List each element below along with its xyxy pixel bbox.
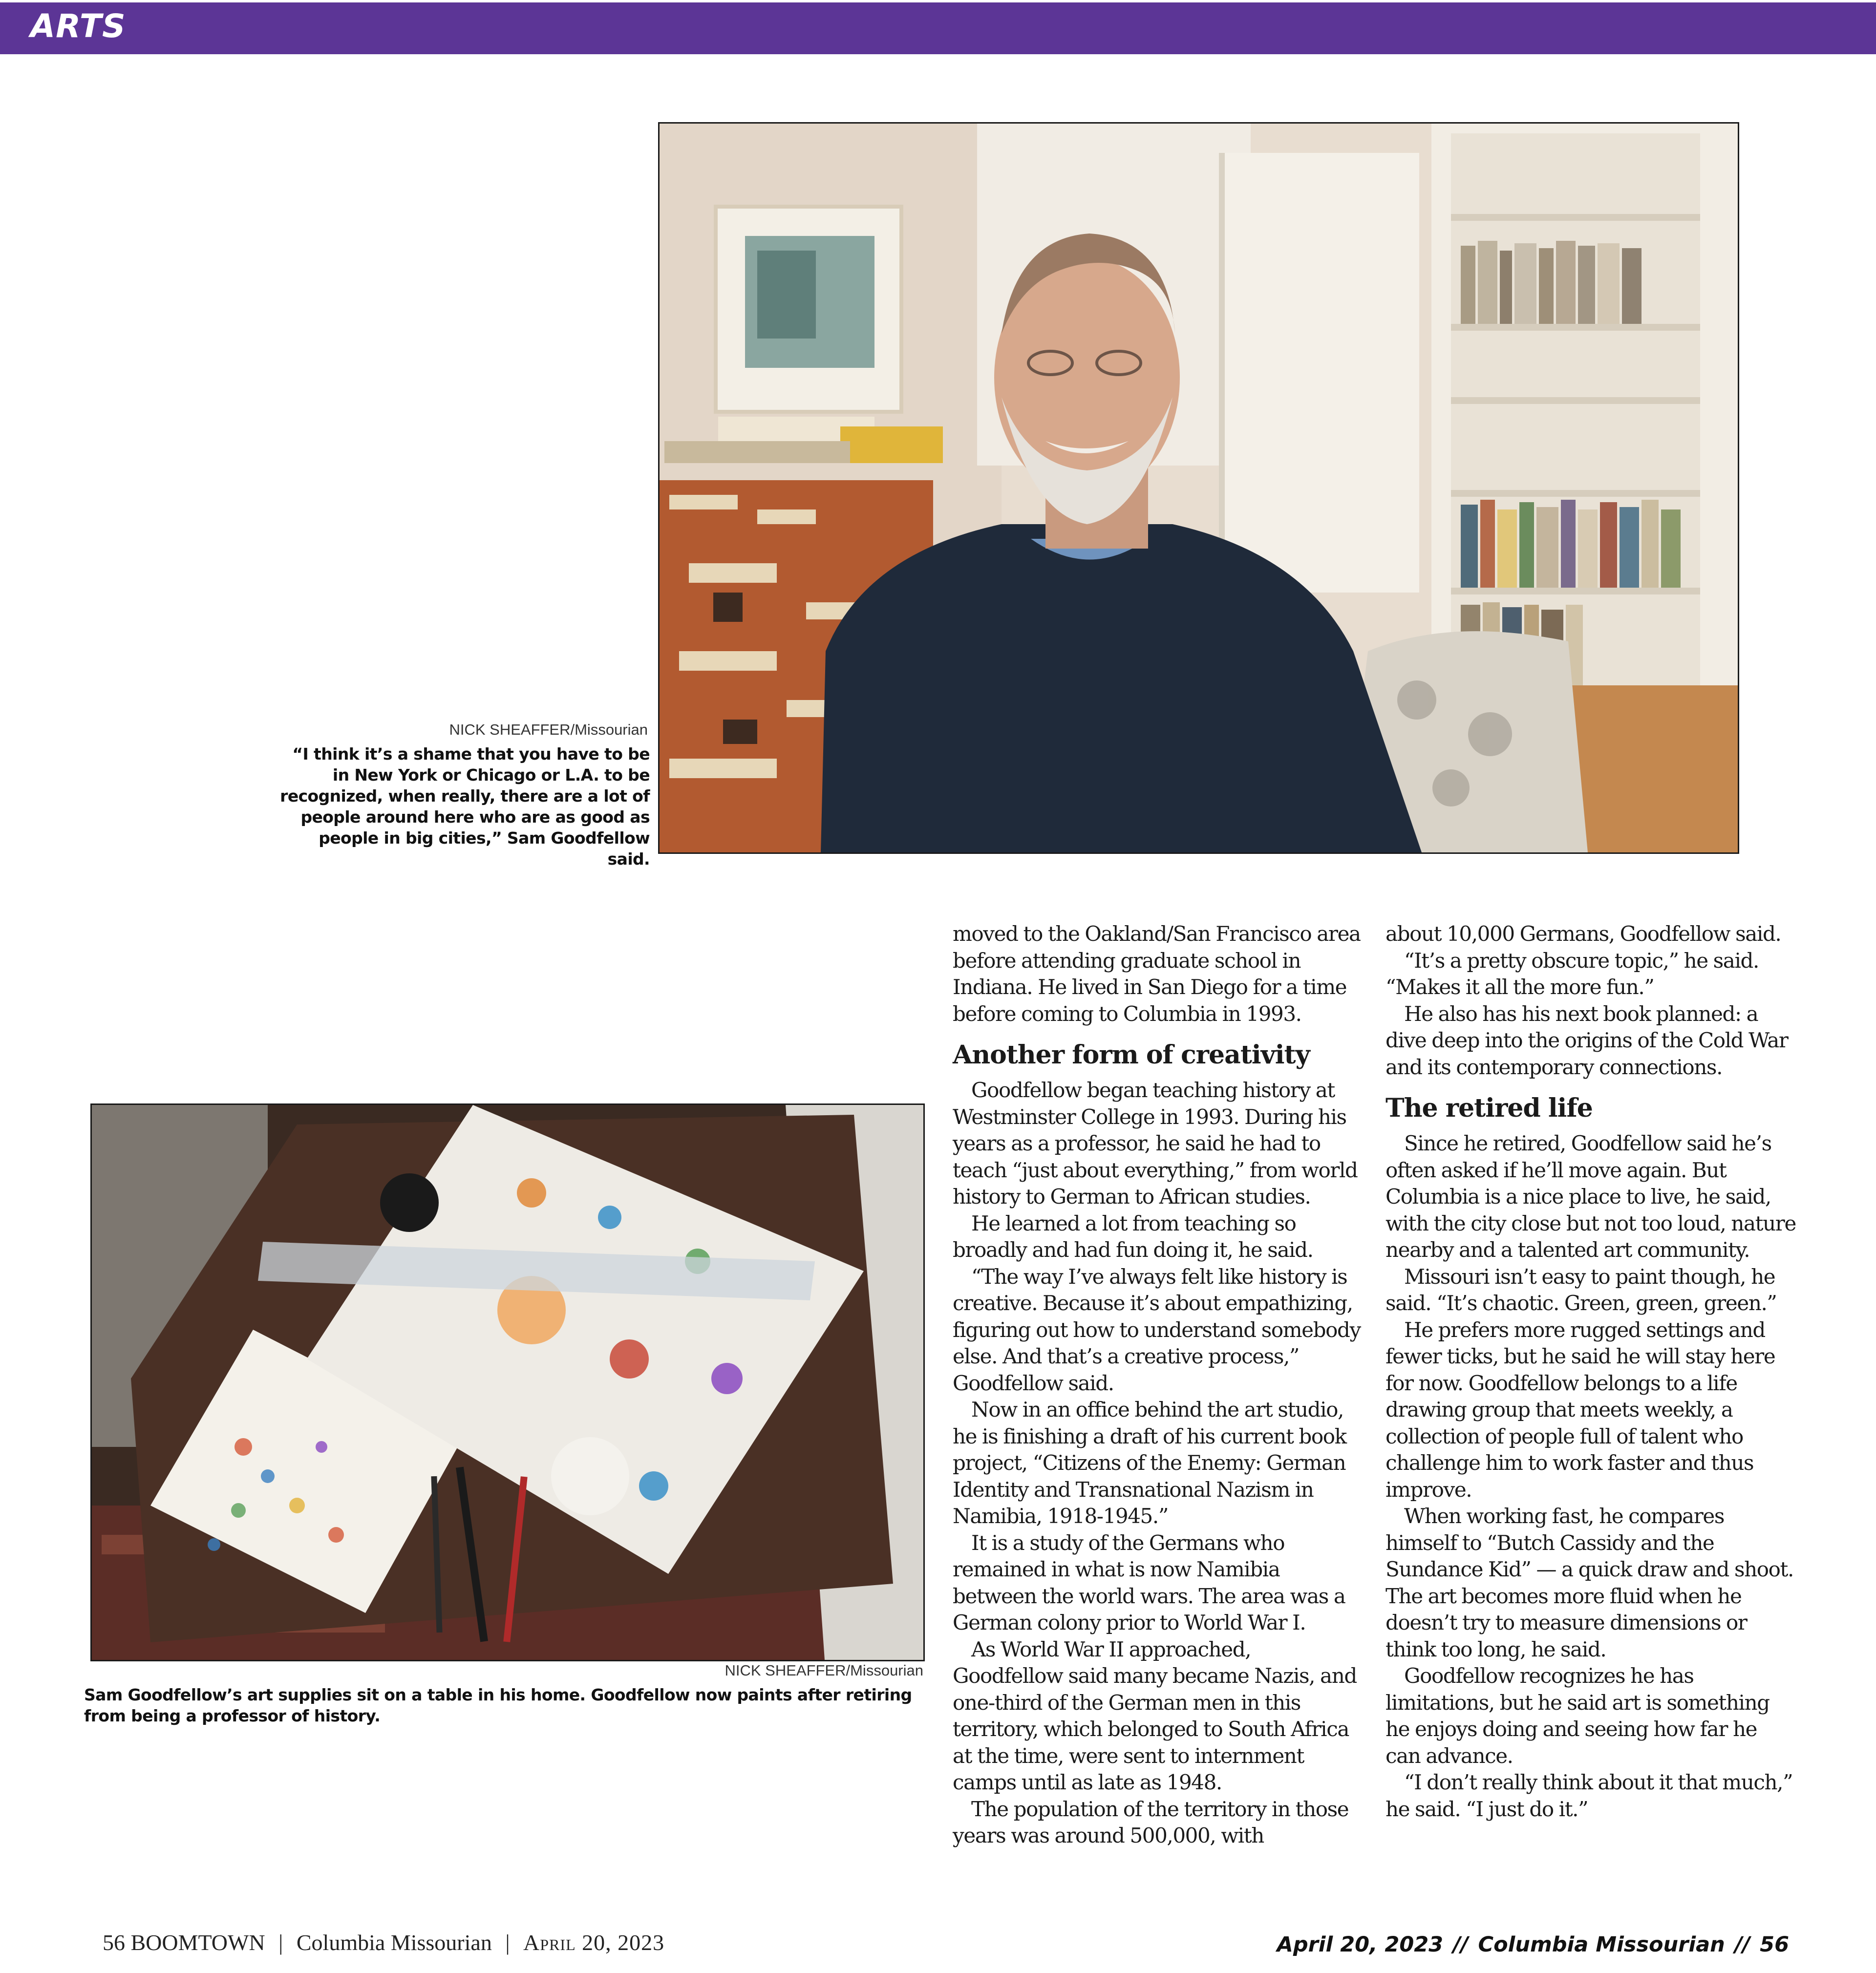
photo-credit-bottom: NICK SHEAFFER/Missourian (725, 1662, 923, 1679)
paragraph: Now in an office behind the art studio, he is finishing a draft of his current book project, “Citizens of the Enemy: German Identity and Transnational Nazism in Namibia, 1918-1945.” (953, 1398, 1346, 1528)
footer-separator: | (278, 1930, 283, 1955)
footer-separator: // (1734, 1932, 1750, 1957)
issue-date: April 20, 2023 (1277, 1932, 1444, 1957)
paragraph: As World War II approached, Goodfellow said many became Nazis, and one-third of the German men in this territory, which belonged to South Africa at the time, were sent to internment camps until as late as 1948. (953, 1637, 1357, 1794)
subhead-retired: The retired life (1386, 1093, 1593, 1123)
paragraph: “It’s a pretty obscure topic,” he said. “Makes it all the more fun.” (1386, 948, 1759, 999)
footer-right (1277, 1932, 1789, 1957)
paragraph: moved to the Oakland/San Francisco area before attending graduate school in Indiana. He lived in San Diego for a time before coming to Columbia in 1993. (953, 922, 1361, 1026)
photo-caption-bottom: Sam Goodfellow’s art supplies sit on a table in his home. Goodfellow now paints after retiring from being a professor of history. (84, 1685, 912, 1725)
page-number: 56 (1760, 1932, 1789, 1957)
section-header-band (0, 2, 1876, 54)
art-supplies-photo (92, 1105, 923, 1660)
paragraph: Missouri isn’t easy to paint though, he said. “It’s chaotic. Green, green, green.” (1386, 1264, 1777, 1315)
article-column-2 (1386, 921, 1796, 1823)
photo-credit-top: NICK SHEAFFER/Missourian (449, 721, 648, 738)
paragraph: He prefers more rugged settings and fewer ticks, but he said he will stay here for now. Goodfellow belongs to a life drawing group that meets weekly, a collection of people full of talent who challenge him to work faster and thus improve. (1386, 1317, 1775, 1502)
paragraph: He also has his next book planned: a dive deep into the origins of the Cold War and its contemporary connections. (1386, 1001, 1788, 1079)
portrait-photo (660, 124, 1738, 852)
paragraph: The population of the territory in those years was around 500,000, with (953, 1797, 1349, 1847)
photo-caption-top: “I think it’s a shame that you have to be in New York or Chicago or L.A. to be recognized, when really, there are a lot of people around here who are as good as people in big cities,” Sam Goodfellow said. (280, 744, 650, 869)
paragraph: When working fast, he compares himself to “Butch Cassidy and the Sundance Kid” — a quick draw and shoot. The art becomes more fluid when he doesn’t try to measure dimensions or think too long, he said. (1386, 1504, 1793, 1661)
footer-left (103, 1930, 664, 1955)
article-column-1 (953, 921, 1363, 1849)
paragraph: “The way I’ve always felt like history is creative. Because it’s about empathizing, figuring out how to understand somebody else. And that’s a creative process,” Goodfellow said. (953, 1264, 1361, 1395)
newspaper-name: Columbia Missourian (1478, 1932, 1725, 1957)
footer-separator: // (1453, 1932, 1469, 1957)
portrait-illustration (660, 124, 1738, 852)
issue-date: April 20, 2023 (523, 1930, 665, 1955)
magazine-name: BOOMTOWN (130, 1930, 265, 1955)
art-supplies-illustration (92, 1105, 923, 1660)
paragraph: Goodfellow recognizes he has limitations, but he said art is something he enjoys doing and seeing how far he can advance. (1386, 1664, 1769, 1768)
paragraph: He learned a lot from teaching so broadly and had fun doing it, he said. (953, 1211, 1313, 1262)
paragraph: Goodfellow began teaching history at Westminster College in 1993. During his years as a professor, he said he had to teach “just about everything,” from world history to German to African studies. (953, 1078, 1358, 1209)
paragraph: “I don’t really think about it that much,” he said. “I just do it.” (1386, 1770, 1793, 1821)
paragraph: It is a study of the Germans who remained in what is now Namibia between the world wars. The area was a German colony prior to World War I. (953, 1530, 1345, 1634)
footer-separator: | (505, 1930, 510, 1955)
paragraph: Since he retired, Goodfellow said he’s often asked if he’ll move again. But Columbia is a nice place to live, he said, with the city close but not too loud, nature nearby and a talented art community. (1386, 1131, 1796, 1262)
section-label: ARTS (30, 7, 126, 45)
paragraph: about 10,000 Germans, Goodfellow said. (1386, 922, 1781, 946)
subhead-creativity: Another form of creativity (953, 1040, 1310, 1070)
page-number: 56 (103, 1930, 125, 1955)
newspaper-name: Columbia Missourian (296, 1930, 492, 1955)
